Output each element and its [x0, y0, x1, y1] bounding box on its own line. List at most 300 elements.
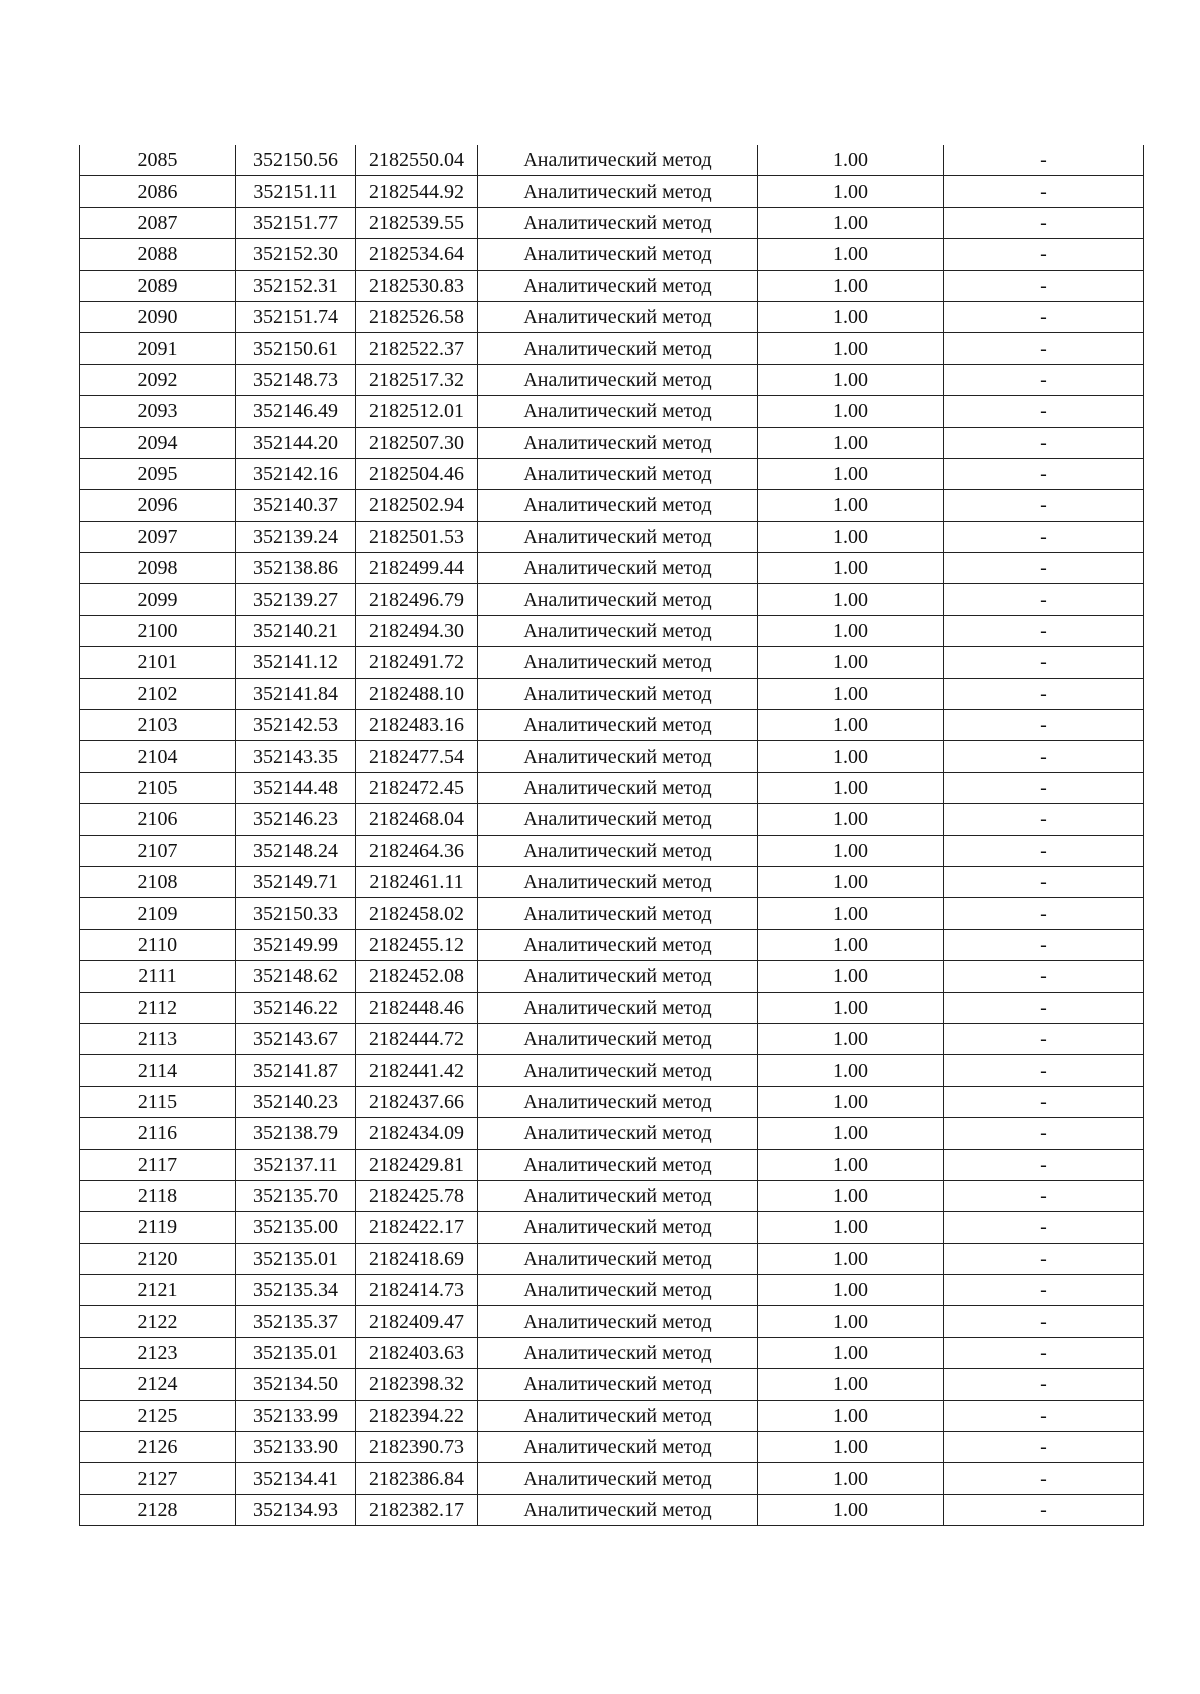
note-cell: -	[944, 1463, 1144, 1494]
precision-cell: 1.00	[758, 615, 944, 646]
table-row	[80, 1149, 1144, 1180]
point-number-cell: 2128	[80, 1494, 236, 1525]
y-coordinate-cell: 2182517.32	[356, 364, 478, 395]
note-cell: -	[944, 961, 1144, 992]
method-cell: Аналитический метод	[478, 270, 758, 301]
note-cell: -	[944, 1243, 1144, 1274]
note-cell: -	[944, 741, 1144, 772]
table-row	[80, 804, 1144, 835]
x-coordinate-cell: 352150.33	[236, 898, 356, 929]
point-number-cell: 2106	[80, 804, 236, 835]
method-cell: Аналитический метод	[478, 1118, 758, 1149]
note-cell: -	[944, 333, 1144, 364]
point-number-cell: 2122	[80, 1306, 236, 1337]
x-coordinate-cell: 352133.99	[236, 1400, 356, 1431]
point-number-cell: 2124	[80, 1369, 236, 1400]
x-coordinate-cell: 352149.99	[236, 929, 356, 960]
point-number-cell: 2123	[80, 1337, 236, 1368]
note-cell: -	[944, 1149, 1144, 1180]
y-coordinate-cell: 2182488.10	[356, 678, 478, 709]
x-coordinate-cell: 352151.11	[236, 176, 356, 207]
point-number-cell: 2117	[80, 1149, 236, 1180]
precision-cell: 1.00	[758, 772, 944, 803]
precision-cell: 1.00	[758, 333, 944, 364]
table-row	[80, 207, 1144, 238]
x-coordinate-cell: 352135.00	[236, 1212, 356, 1243]
table-row	[80, 458, 1144, 489]
y-coordinate-cell: 2182394.22	[356, 1400, 478, 1431]
point-number-cell: 2113	[80, 1023, 236, 1054]
precision-cell: 1.00	[758, 207, 944, 238]
point-number-cell: 2086	[80, 176, 236, 207]
method-cell: Аналитический метод	[478, 239, 758, 270]
note-cell: -	[944, 1369, 1144, 1400]
precision-cell: 1.00	[758, 1212, 944, 1243]
table-row	[80, 1118, 1144, 1149]
method-cell: Аналитический метод	[478, 1086, 758, 1117]
point-number-cell: 2125	[80, 1400, 236, 1431]
y-coordinate-cell: 2182461.11	[356, 866, 478, 897]
method-cell: Аналитический метод	[478, 1275, 758, 1306]
method-cell: Аналитический метод	[478, 615, 758, 646]
table-row	[80, 647, 1144, 678]
precision-cell: 1.00	[758, 1243, 944, 1274]
x-coordinate-cell: 352142.53	[236, 710, 356, 741]
method-cell: Аналитический метод	[478, 804, 758, 835]
note-cell: -	[944, 458, 1144, 489]
precision-cell: 1.00	[758, 1055, 944, 1086]
point-number-cell: 2111	[80, 961, 236, 992]
method-cell: Аналитический метод	[478, 929, 758, 960]
method-cell: Аналитический метод	[478, 1055, 758, 1086]
y-coordinate-cell: 2182429.81	[356, 1149, 478, 1180]
x-coordinate-cell: 352135.37	[236, 1306, 356, 1337]
table-row	[80, 270, 1144, 301]
point-number-cell: 2087	[80, 207, 236, 238]
x-coordinate-cell: 352133.90	[236, 1432, 356, 1463]
table-row	[80, 1243, 1144, 1274]
x-coordinate-cell: 352141.84	[236, 678, 356, 709]
y-coordinate-cell: 2182458.02	[356, 898, 478, 929]
y-coordinate-cell: 2182403.63	[356, 1337, 478, 1368]
table-row	[80, 427, 1144, 458]
y-coordinate-cell: 2182512.01	[356, 396, 478, 427]
note-cell: -	[944, 1180, 1144, 1211]
x-coordinate-cell: 352148.73	[236, 364, 356, 395]
table-row	[80, 772, 1144, 803]
point-number-cell: 2101	[80, 647, 236, 678]
point-number-cell: 2098	[80, 553, 236, 584]
x-coordinate-cell: 352146.49	[236, 396, 356, 427]
x-coordinate-cell: 352135.01	[236, 1243, 356, 1274]
method-cell: Аналитический метод	[478, 1400, 758, 1431]
note-cell: -	[944, 929, 1144, 960]
note-cell: -	[944, 490, 1144, 521]
x-coordinate-cell: 352146.23	[236, 804, 356, 835]
method-cell: Аналитический метод	[478, 490, 758, 521]
point-number-cell: 2092	[80, 364, 236, 395]
note-cell: -	[944, 804, 1144, 835]
precision-cell: 1.00	[758, 239, 944, 270]
precision-cell: 1.00	[758, 1400, 944, 1431]
note-cell: -	[944, 1337, 1144, 1368]
precision-cell: 1.00	[758, 458, 944, 489]
y-coordinate-cell: 2182530.83	[356, 270, 478, 301]
y-coordinate-cell: 2182437.66	[356, 1086, 478, 1117]
precision-cell: 1.00	[758, 1118, 944, 1149]
method-cell: Аналитический метод	[478, 584, 758, 615]
x-coordinate-cell: 352139.27	[236, 584, 356, 615]
method-cell: Аналитический метод	[478, 1243, 758, 1274]
precision-cell: 1.00	[758, 490, 944, 521]
table-row	[80, 741, 1144, 772]
note-cell: -	[944, 1023, 1144, 1054]
x-coordinate-cell: 352148.62	[236, 961, 356, 992]
method-cell: Аналитический метод	[478, 1337, 758, 1368]
note-cell: -	[944, 898, 1144, 929]
y-coordinate-cell: 2182441.42	[356, 1055, 478, 1086]
x-coordinate-cell: 352152.31	[236, 270, 356, 301]
note-cell: -	[944, 835, 1144, 866]
point-number-cell: 2085	[80, 145, 236, 176]
precision-cell: 1.00	[758, 835, 944, 866]
method-cell: Аналитический метод	[478, 553, 758, 584]
y-coordinate-cell: 2182494.30	[356, 615, 478, 646]
table-row	[80, 835, 1144, 866]
table-row	[80, 396, 1144, 427]
note-cell: -	[944, 710, 1144, 741]
method-cell: Аналитический метод	[478, 992, 758, 1023]
x-coordinate-cell: 352150.61	[236, 333, 356, 364]
precision-cell: 1.00	[758, 145, 944, 176]
y-coordinate-cell: 2182386.84	[356, 1463, 478, 1494]
x-coordinate-cell: 352151.74	[236, 301, 356, 332]
x-coordinate-cell: 352140.37	[236, 490, 356, 521]
method-cell: Аналитический метод	[478, 1494, 758, 1525]
table-row	[80, 521, 1144, 552]
point-number-cell: 2121	[80, 1275, 236, 1306]
method-cell: Аналитический метод	[478, 1149, 758, 1180]
x-coordinate-cell: 352134.41	[236, 1463, 356, 1494]
table-row	[80, 490, 1144, 521]
method-cell: Аналитический метод	[478, 866, 758, 897]
point-number-cell: 2104	[80, 741, 236, 772]
y-coordinate-cell: 2182452.08	[356, 961, 478, 992]
point-number-cell: 2094	[80, 427, 236, 458]
note-cell: -	[944, 270, 1144, 301]
table-row	[80, 992, 1144, 1023]
point-number-cell: 2119	[80, 1212, 236, 1243]
precision-cell: 1.00	[758, 521, 944, 552]
note-cell: -	[944, 1432, 1144, 1463]
precision-cell: 1.00	[758, 1432, 944, 1463]
point-number-cell: 2127	[80, 1463, 236, 1494]
point-number-cell: 2097	[80, 521, 236, 552]
x-coordinate-cell: 352143.67	[236, 1023, 356, 1054]
note-cell: -	[944, 992, 1144, 1023]
coordinates-table	[79, 145, 1144, 1526]
note-cell: -	[944, 866, 1144, 897]
y-coordinate-cell: 2182382.17	[356, 1494, 478, 1525]
table-row	[80, 1432, 1144, 1463]
table-row	[80, 584, 1144, 615]
table-row	[80, 1086, 1144, 1117]
point-number-cell: 2103	[80, 710, 236, 741]
y-coordinate-cell: 2182390.73	[356, 1432, 478, 1463]
note-cell: -	[944, 584, 1144, 615]
y-coordinate-cell: 2182477.54	[356, 741, 478, 772]
table-row	[80, 239, 1144, 270]
y-coordinate-cell: 2182522.37	[356, 333, 478, 364]
point-number-cell: 2105	[80, 772, 236, 803]
table-row	[80, 1337, 1144, 1368]
y-coordinate-cell: 2182464.36	[356, 835, 478, 866]
x-coordinate-cell: 352139.24	[236, 521, 356, 552]
x-coordinate-cell: 352143.35	[236, 741, 356, 772]
x-coordinate-cell: 352135.01	[236, 1337, 356, 1368]
y-coordinate-cell: 2182539.55	[356, 207, 478, 238]
note-cell: -	[944, 553, 1144, 584]
table-row	[80, 1023, 1144, 1054]
y-coordinate-cell: 2182472.45	[356, 772, 478, 803]
method-cell: Аналитический метод	[478, 176, 758, 207]
precision-cell: 1.00	[758, 647, 944, 678]
y-coordinate-cell: 2182398.32	[356, 1369, 478, 1400]
point-number-cell: 2095	[80, 458, 236, 489]
table-row	[80, 866, 1144, 897]
method-cell: Аналитический метод	[478, 647, 758, 678]
y-coordinate-cell: 2182434.09	[356, 1118, 478, 1149]
x-coordinate-cell: 352138.79	[236, 1118, 356, 1149]
y-coordinate-cell: 2182550.04	[356, 145, 478, 176]
method-cell: Аналитический метод	[478, 427, 758, 458]
method-cell: Аналитический метод	[478, 741, 758, 772]
precision-cell: 1.00	[758, 961, 944, 992]
method-cell: Аналитический метод	[478, 772, 758, 803]
precision-cell: 1.00	[758, 929, 944, 960]
point-number-cell: 2118	[80, 1180, 236, 1211]
note-cell: -	[944, 678, 1144, 709]
table-row	[80, 333, 1144, 364]
table-row	[80, 615, 1144, 646]
table-row	[80, 1306, 1144, 1337]
note-cell: -	[944, 521, 1144, 552]
note-cell: -	[944, 647, 1144, 678]
point-number-cell: 2096	[80, 490, 236, 521]
precision-cell: 1.00	[758, 1337, 944, 1368]
precision-cell: 1.00	[758, 553, 944, 584]
point-number-cell: 2112	[80, 992, 236, 1023]
note-cell: -	[944, 239, 1144, 270]
precision-cell: 1.00	[758, 427, 944, 458]
precision-cell: 1.00	[758, 1369, 944, 1400]
method-cell: Аналитический метод	[478, 1212, 758, 1243]
y-coordinate-cell: 2182455.12	[356, 929, 478, 960]
table-row	[80, 553, 1144, 584]
point-number-cell: 2090	[80, 301, 236, 332]
table-row	[80, 1275, 1144, 1306]
y-coordinate-cell: 2182444.72	[356, 1023, 478, 1054]
point-number-cell: 2102	[80, 678, 236, 709]
precision-cell: 1.00	[758, 898, 944, 929]
method-cell: Аналитический метод	[478, 1432, 758, 1463]
note-cell: -	[944, 772, 1144, 803]
method-cell: Аналитический метод	[478, 458, 758, 489]
table-row	[80, 961, 1144, 992]
note-cell: -	[944, 1212, 1144, 1243]
point-number-cell: 2109	[80, 898, 236, 929]
method-cell: Аналитический метод	[478, 678, 758, 709]
point-number-cell: 2120	[80, 1243, 236, 1274]
y-coordinate-cell: 2182526.58	[356, 301, 478, 332]
note-cell: -	[944, 1055, 1144, 1086]
y-coordinate-cell: 2182544.92	[356, 176, 478, 207]
method-cell: Аналитический метод	[478, 364, 758, 395]
y-coordinate-cell: 2182409.47	[356, 1306, 478, 1337]
point-number-cell: 2089	[80, 270, 236, 301]
y-coordinate-cell: 2182468.04	[356, 804, 478, 835]
method-cell: Аналитический метод	[478, 207, 758, 238]
point-number-cell: 2093	[80, 396, 236, 427]
point-number-cell: 2088	[80, 239, 236, 270]
x-coordinate-cell: 352141.12	[236, 647, 356, 678]
coordinates-table-body	[80, 145, 1144, 1526]
method-cell: Аналитический метод	[478, 1180, 758, 1211]
precision-cell: 1.00	[758, 1494, 944, 1525]
y-coordinate-cell: 2182418.69	[356, 1243, 478, 1274]
method-cell: Аналитический метод	[478, 333, 758, 364]
table-row	[80, 710, 1144, 741]
note-cell: -	[944, 176, 1144, 207]
table-row	[80, 1055, 1144, 1086]
table-row	[80, 145, 1144, 176]
method-cell: Аналитический метод	[478, 1463, 758, 1494]
point-number-cell: 2110	[80, 929, 236, 960]
y-coordinate-cell: 2182501.53	[356, 521, 478, 552]
precision-cell: 1.00	[758, 270, 944, 301]
x-coordinate-cell: 352148.24	[236, 835, 356, 866]
method-cell: Аналитический метод	[478, 1306, 758, 1337]
x-coordinate-cell: 352150.56	[236, 145, 356, 176]
x-coordinate-cell: 352140.21	[236, 615, 356, 646]
table-row	[80, 1212, 1144, 1243]
precision-cell: 1.00	[758, 584, 944, 615]
table-row	[80, 1180, 1144, 1211]
note-cell: -	[944, 301, 1144, 332]
point-number-cell: 2099	[80, 584, 236, 615]
precision-cell: 1.00	[758, 1463, 944, 1494]
note-cell: -	[944, 364, 1144, 395]
precision-cell: 1.00	[758, 396, 944, 427]
note-cell: -	[944, 1118, 1144, 1149]
precision-cell: 1.00	[758, 1306, 944, 1337]
x-coordinate-cell: 352141.87	[236, 1055, 356, 1086]
note-cell: -	[944, 396, 1144, 427]
table-row	[80, 176, 1144, 207]
table-row	[80, 1400, 1144, 1431]
x-coordinate-cell: 352137.11	[236, 1149, 356, 1180]
x-coordinate-cell: 352135.70	[236, 1180, 356, 1211]
point-number-cell: 2126	[80, 1432, 236, 1463]
table-row	[80, 929, 1144, 960]
precision-cell: 1.00	[758, 1149, 944, 1180]
y-coordinate-cell: 2182499.44	[356, 553, 478, 584]
y-coordinate-cell: 2182502.94	[356, 490, 478, 521]
point-number-cell: 2114	[80, 1055, 236, 1086]
x-coordinate-cell: 352138.86	[236, 553, 356, 584]
method-cell: Аналитический метод	[478, 396, 758, 427]
point-number-cell: 2091	[80, 333, 236, 364]
table-row	[80, 1494, 1144, 1525]
y-coordinate-cell: 2182496.79	[356, 584, 478, 615]
x-coordinate-cell: 352152.30	[236, 239, 356, 270]
point-number-cell: 2116	[80, 1118, 236, 1149]
y-coordinate-cell: 2182483.16	[356, 710, 478, 741]
x-coordinate-cell: 352134.93	[236, 1494, 356, 1525]
table-row	[80, 301, 1144, 332]
point-number-cell: 2115	[80, 1086, 236, 1117]
table-row	[80, 364, 1144, 395]
precision-cell: 1.00	[758, 741, 944, 772]
note-cell: -	[944, 1400, 1144, 1431]
y-coordinate-cell: 2182504.46	[356, 458, 478, 489]
method-cell: Аналитический метод	[478, 710, 758, 741]
method-cell: Аналитический метод	[478, 1023, 758, 1054]
x-coordinate-cell: 352144.20	[236, 427, 356, 458]
note-cell: -	[944, 1494, 1144, 1525]
table-row	[80, 678, 1144, 709]
precision-cell: 1.00	[758, 1086, 944, 1117]
y-coordinate-cell: 2182425.78	[356, 1180, 478, 1211]
point-number-cell: 2107	[80, 835, 236, 866]
method-cell: Аналитический метод	[478, 301, 758, 332]
y-coordinate-cell: 2182534.64	[356, 239, 478, 270]
x-coordinate-cell: 352151.77	[236, 207, 356, 238]
method-cell: Аналитический метод	[478, 898, 758, 929]
x-coordinate-cell: 352135.34	[236, 1275, 356, 1306]
table-row	[80, 1463, 1144, 1494]
note-cell: -	[944, 1306, 1144, 1337]
method-cell: Аналитический метод	[478, 1369, 758, 1400]
method-cell: Аналитический метод	[478, 961, 758, 992]
precision-cell: 1.00	[758, 1023, 944, 1054]
precision-cell: 1.00	[758, 176, 944, 207]
x-coordinate-cell: 352142.16	[236, 458, 356, 489]
precision-cell: 1.00	[758, 710, 944, 741]
method-cell: Аналитический метод	[478, 835, 758, 866]
point-number-cell: 2100	[80, 615, 236, 646]
precision-cell: 1.00	[758, 1180, 944, 1211]
precision-cell: 1.00	[758, 301, 944, 332]
note-cell: -	[944, 145, 1144, 176]
note-cell: -	[944, 615, 1144, 646]
note-cell: -	[944, 207, 1144, 238]
precision-cell: 1.00	[758, 866, 944, 897]
y-coordinate-cell: 2182507.30	[356, 427, 478, 458]
precision-cell: 1.00	[758, 1275, 944, 1306]
precision-cell: 1.00	[758, 678, 944, 709]
method-cell: Аналитический метод	[478, 145, 758, 176]
note-cell: -	[944, 1275, 1144, 1306]
table-row	[80, 898, 1144, 929]
x-coordinate-cell: 352149.71	[236, 866, 356, 897]
y-coordinate-cell: 2182448.46	[356, 992, 478, 1023]
x-coordinate-cell: 352144.48	[236, 772, 356, 803]
x-coordinate-cell: 352134.50	[236, 1369, 356, 1400]
note-cell: -	[944, 1086, 1144, 1117]
y-coordinate-cell: 2182422.17	[356, 1212, 478, 1243]
x-coordinate-cell: 352140.23	[236, 1086, 356, 1117]
